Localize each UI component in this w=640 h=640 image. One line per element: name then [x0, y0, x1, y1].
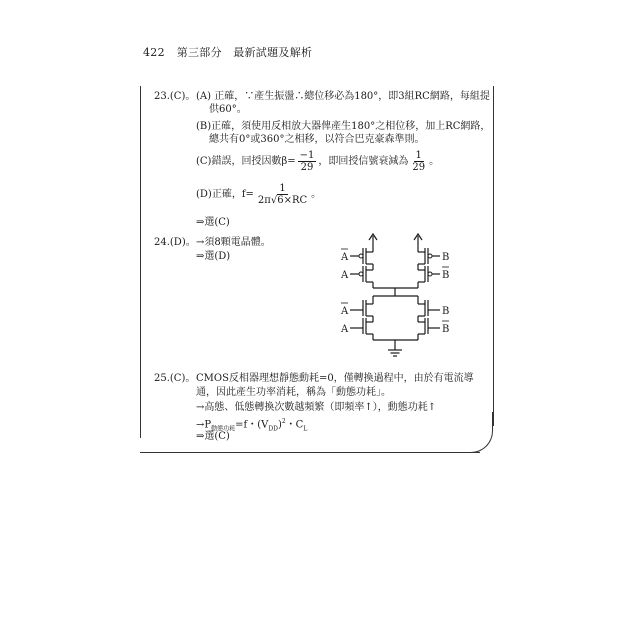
label-a-bar-bottom: A — [341, 306, 349, 317]
q25-formula-sub2: DD — [268, 425, 278, 433]
q25-formula-sub3: L — [303, 425, 308, 433]
frame-left-rule — [140, 86, 141, 438]
page-header — [143, 44, 312, 60]
q25-number: 25.(C)。 — [154, 373, 196, 384]
label-b-top: B — [442, 252, 450, 263]
q23-a-line2: 供60°。 — [209, 104, 247, 115]
q23-d-den: 2π√6×RC — [257, 195, 308, 206]
q23-c-frac1-num: −1 — [299, 150, 315, 161]
q24-line1: →須8顆電晶體。 — [196, 237, 271, 248]
q24-answer: ⇒選(D) — [196, 251, 231, 262]
q24-number: 24.(D)。 — [154, 237, 196, 248]
q25-line3: →高態、低態轉換次數越頻繁（即頻率↑），動態功耗↑ — [196, 402, 437, 413]
label-b-bar-bottom: B — [442, 324, 450, 335]
cmos-circuit-diagram — [336, 230, 456, 362]
q25-formula-prefix: →P — [196, 419, 212, 431]
frame-bottom-rule — [140, 452, 480, 453]
q25-formula-tail: ・C — [285, 419, 304, 431]
q23-c-frac2-den: 29 — [412, 162, 426, 173]
label-a-bar-top: A — [341, 252, 349, 263]
q23-answer: ⇒選(C) — [196, 217, 230, 228]
q23-b-line1: (B)正確，須使用反相放大器俾產生180°之相位移，加上RC網路， — [196, 121, 491, 132]
q25-formula-post: ) — [277, 419, 282, 431]
q23-c-fraction2 — [410, 150, 427, 173]
q23-d-prefix: (D)正確，f= — [196, 189, 254, 200]
q23-d-den-pre: 2π — [257, 195, 271, 206]
q23-c-fraction1 — [298, 150, 317, 173]
q23-d-den-sqrt: 6 — [277, 195, 284, 206]
q23-c-prefix: (C)錯誤，回授因數β= — [196, 156, 296, 167]
q23-d-line — [196, 183, 321, 206]
q23-number: 23.(C)。 — [154, 91, 196, 102]
q23-b-line2: 總共有0°或360°之相移，以符合巴克豪森準則。 — [209, 134, 425, 145]
label-b-bar-top: B — [442, 270, 450, 281]
label-b-bottom: B — [442, 306, 450, 317]
q25-line1: CMOS反相器理想靜態動耗=0，僅轉換過程中，由於有電流導 — [196, 373, 474, 384]
q25-line2: 通，因此產生功率消耗，稱為「動態功耗」。 — [196, 387, 391, 398]
q23-d-num: 1 — [279, 183, 286, 194]
q23-c-frac2-num: 1 — [415, 150, 422, 161]
q23-c-suffix: 。 — [429, 156, 440, 167]
frame-corner-curve — [470, 412, 493, 453]
q23-d-fraction — [256, 183, 309, 206]
q25-formula-sup: 2 — [281, 418, 286, 425]
q23-c-line — [196, 150, 439, 173]
q23-d-den-post: ×RC — [283, 195, 308, 206]
frame-right-rule — [493, 86, 494, 426]
q23-c-mid: ，即回授信號衰減為 — [318, 156, 409, 167]
page-number: 422 — [143, 46, 165, 59]
label-a-bottom: A — [341, 324, 349, 335]
q25-answer: ⇒選(C) — [196, 431, 230, 442]
q25-formula-sub: 動態功耗 — [211, 425, 236, 433]
q23-a-line1: (A) 正確，∵產生振盪∴總位移必為180°，即3組RC網路，每組提 — [196, 91, 490, 102]
page-header-title: 第三部分 最新試題及解析 — [176, 46, 313, 59]
q23-c-frac1-den: 29 — [300, 162, 314, 173]
q25-formula-eq: =f・(V — [235, 419, 269, 431]
label-a-top: A — [341, 270, 349, 281]
q23-d-suffix: 。 — [311, 189, 322, 200]
